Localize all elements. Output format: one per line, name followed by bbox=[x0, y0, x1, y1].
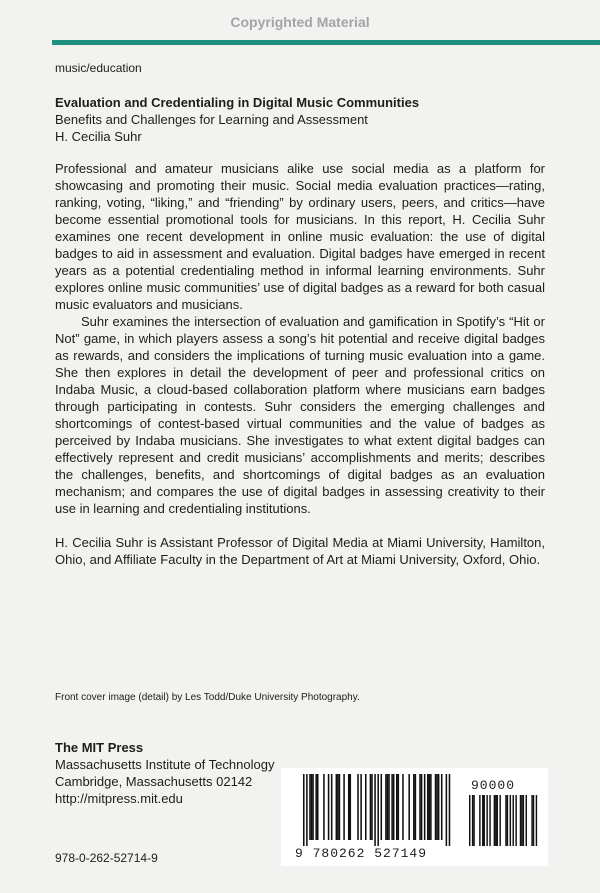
barcode-bar bbox=[419, 774, 421, 840]
publisher-line-2: Cambridge, Massachusetts 02142 bbox=[55, 774, 253, 789]
barcode-addon-bar bbox=[513, 795, 514, 846]
category-label: music/education bbox=[55, 61, 142, 75]
book-author: H. Cecilia Suhr bbox=[55, 129, 142, 144]
barcode-bar bbox=[438, 774, 440, 840]
barcode-bar bbox=[449, 774, 451, 846]
barcode-bar bbox=[424, 774, 426, 840]
barcode-bar bbox=[336, 774, 338, 840]
barcode-bar bbox=[408, 774, 410, 840]
barcode-bar bbox=[303, 774, 305, 846]
barcode-bar bbox=[377, 774, 379, 846]
barcode-bar bbox=[339, 774, 341, 840]
barcode-bar bbox=[398, 774, 400, 840]
barcode-bar bbox=[402, 774, 404, 840]
barcode-bar bbox=[393, 774, 395, 840]
barcode-bar bbox=[328, 774, 330, 840]
publisher-url[interactable]: http://mitpress.mit.edu bbox=[55, 791, 183, 806]
barcode-digits: 9 780262 527149 bbox=[295, 846, 428, 861]
title-block bbox=[55, 94, 555, 145]
barcode-bar bbox=[387, 774, 389, 840]
barcode-addon-bar bbox=[515, 795, 516, 846]
isbn-number: 978-0-262-52714-9 bbox=[55, 851, 158, 865]
barcode-bar bbox=[331, 774, 333, 840]
book-subtitle: Benefits and Challenges for Learning and Assessment bbox=[55, 112, 368, 127]
barcode-bar bbox=[360, 774, 362, 840]
barcode-addon-bar bbox=[484, 795, 485, 846]
copyright-watermark: Copyrighted Material bbox=[230, 14, 370, 30]
barcode-bar bbox=[370, 774, 372, 840]
barcode-addon-bar bbox=[523, 795, 524, 846]
barcode-addon-bar bbox=[505, 795, 506, 846]
barcode bbox=[281, 768, 548, 866]
barcode-addon-digits: 90000 bbox=[471, 778, 516, 793]
barcode-addon-bar bbox=[494, 795, 495, 846]
barcode-bar bbox=[311, 774, 313, 840]
barcode-bar bbox=[415, 774, 417, 840]
barcode-addon-bar bbox=[482, 795, 483, 846]
barcode-addon-bar bbox=[489, 795, 490, 846]
barcode-bar bbox=[348, 774, 350, 840]
publisher-line-1: Massachusetts Institute of Technology bbox=[55, 757, 275, 772]
barcode-bar bbox=[315, 774, 317, 840]
barcode-addon-bar bbox=[469, 795, 470, 846]
barcode-bar bbox=[374, 774, 376, 846]
barcode-bar bbox=[337, 774, 339, 840]
cover-credit: Front cover image (detail) by Les Todd/Duke University Photography. bbox=[55, 692, 360, 703]
barcode-bar bbox=[396, 774, 398, 840]
barcode-bar bbox=[436, 774, 438, 840]
barcode-bar bbox=[350, 774, 352, 840]
barcode-addon-bar bbox=[536, 795, 537, 846]
barcode-bar bbox=[309, 774, 311, 840]
barcode-addon-bar bbox=[521, 795, 522, 846]
barcode-bar bbox=[317, 774, 319, 840]
description-paragraph-2: Suhr examines the intersection of evaluation and gamification in Spotify’s “Hit or Not” game, in which players assess a song’s hit potential and receive digital badges as rewards, and considers the implications of turning music evaluation into a game. She then explores in detail the development of peer and professional critics on Indaba Music, a cloud-based collaboration platform where musicians earn badges through participating in contests. Suhr considers the emerging challenges and shortcomings of contest-based virtual communities and the value of badges as perceived by Indaba musicians. She investigates to what extent digital badges can effectively represent and credit musicians’ accomplishments and merits; describes the challenges, benefits, and shortcomings of digital badges as an evaluation mechanism; and compares the use of digital badges in assessing creativity to their use in learning and credentialing institutions. bbox=[55, 314, 545, 516]
barcode-bar bbox=[381, 774, 383, 840]
barcode-bar bbox=[371, 774, 373, 840]
barcode-bar bbox=[435, 774, 437, 840]
author-bio: H. Cecilia Suhr is Assistant Professor of Digital Media at Miami University, Hamilton, Ohio, and Affiliate Faculty in the Department of Art at Miami University, Oxford, Ohio. bbox=[55, 535, 545, 567]
barcode-addon-bar bbox=[479, 795, 480, 846]
barcode-addon-bar bbox=[486, 795, 487, 846]
barcode-bar bbox=[427, 774, 429, 840]
barcode-bar bbox=[446, 774, 448, 846]
barcode-bar bbox=[388, 774, 390, 840]
barcode-addon-bar bbox=[531, 795, 532, 846]
barcode-bar bbox=[441, 774, 443, 840]
description bbox=[55, 160, 545, 568]
barcode-addon-bar bbox=[526, 795, 527, 846]
barcode-bar bbox=[323, 774, 325, 840]
book-title: Evaluation and Credentialing in Digital Music Communities bbox=[55, 95, 420, 110]
barcode-addon-bar bbox=[533, 795, 534, 846]
description-paragraph-1: Professional and amateur musicians alike use social media as a platform for showcasing and promoting their music. Social media evaluation practices—rating, ranking, voting, “liking,” and “friending” by ordinary users, peers, and critics—have become essential promotional tools for musicians. In this report, H. Cecilia Suhr examines one recent development in online music evaluation: the use of digital badges to aid in assessment and evaluation. Digital badges have emerged in recent years as a potential credentialing method in informal learning environments. Suhr explores online music communities’ use of digital badges as a reward for both casual music evaluators and musicians. bbox=[55, 161, 545, 312]
barcode-addon-bar bbox=[507, 795, 508, 846]
barcode-bar bbox=[357, 774, 359, 840]
barcode-addon-bar bbox=[499, 795, 500, 846]
barcode-bar bbox=[430, 774, 432, 840]
barcode-bar bbox=[306, 774, 308, 846]
barcode-addon-bar bbox=[497, 795, 498, 846]
barcode-bar bbox=[343, 774, 345, 840]
publisher-name: The MIT Press bbox=[55, 740, 144, 755]
barcode-addon-bar bbox=[473, 795, 474, 846]
barcode-addon-bar bbox=[495, 795, 496, 846]
barcode-bar bbox=[429, 774, 431, 840]
barcode-addon-bar bbox=[472, 795, 473, 846]
barcode-bar bbox=[312, 774, 314, 840]
barcode-bar bbox=[365, 774, 367, 840]
barcode-addon-bar bbox=[520, 795, 521, 846]
publisher-block bbox=[55, 739, 274, 807]
barcode-bar bbox=[391, 774, 393, 840]
barcode-bar bbox=[413, 774, 415, 840]
barcode-bar bbox=[385, 774, 387, 840]
top-rule bbox=[52, 40, 600, 45]
barcode-bar bbox=[421, 774, 423, 840]
barcode-addon-bar bbox=[510, 795, 511, 846]
